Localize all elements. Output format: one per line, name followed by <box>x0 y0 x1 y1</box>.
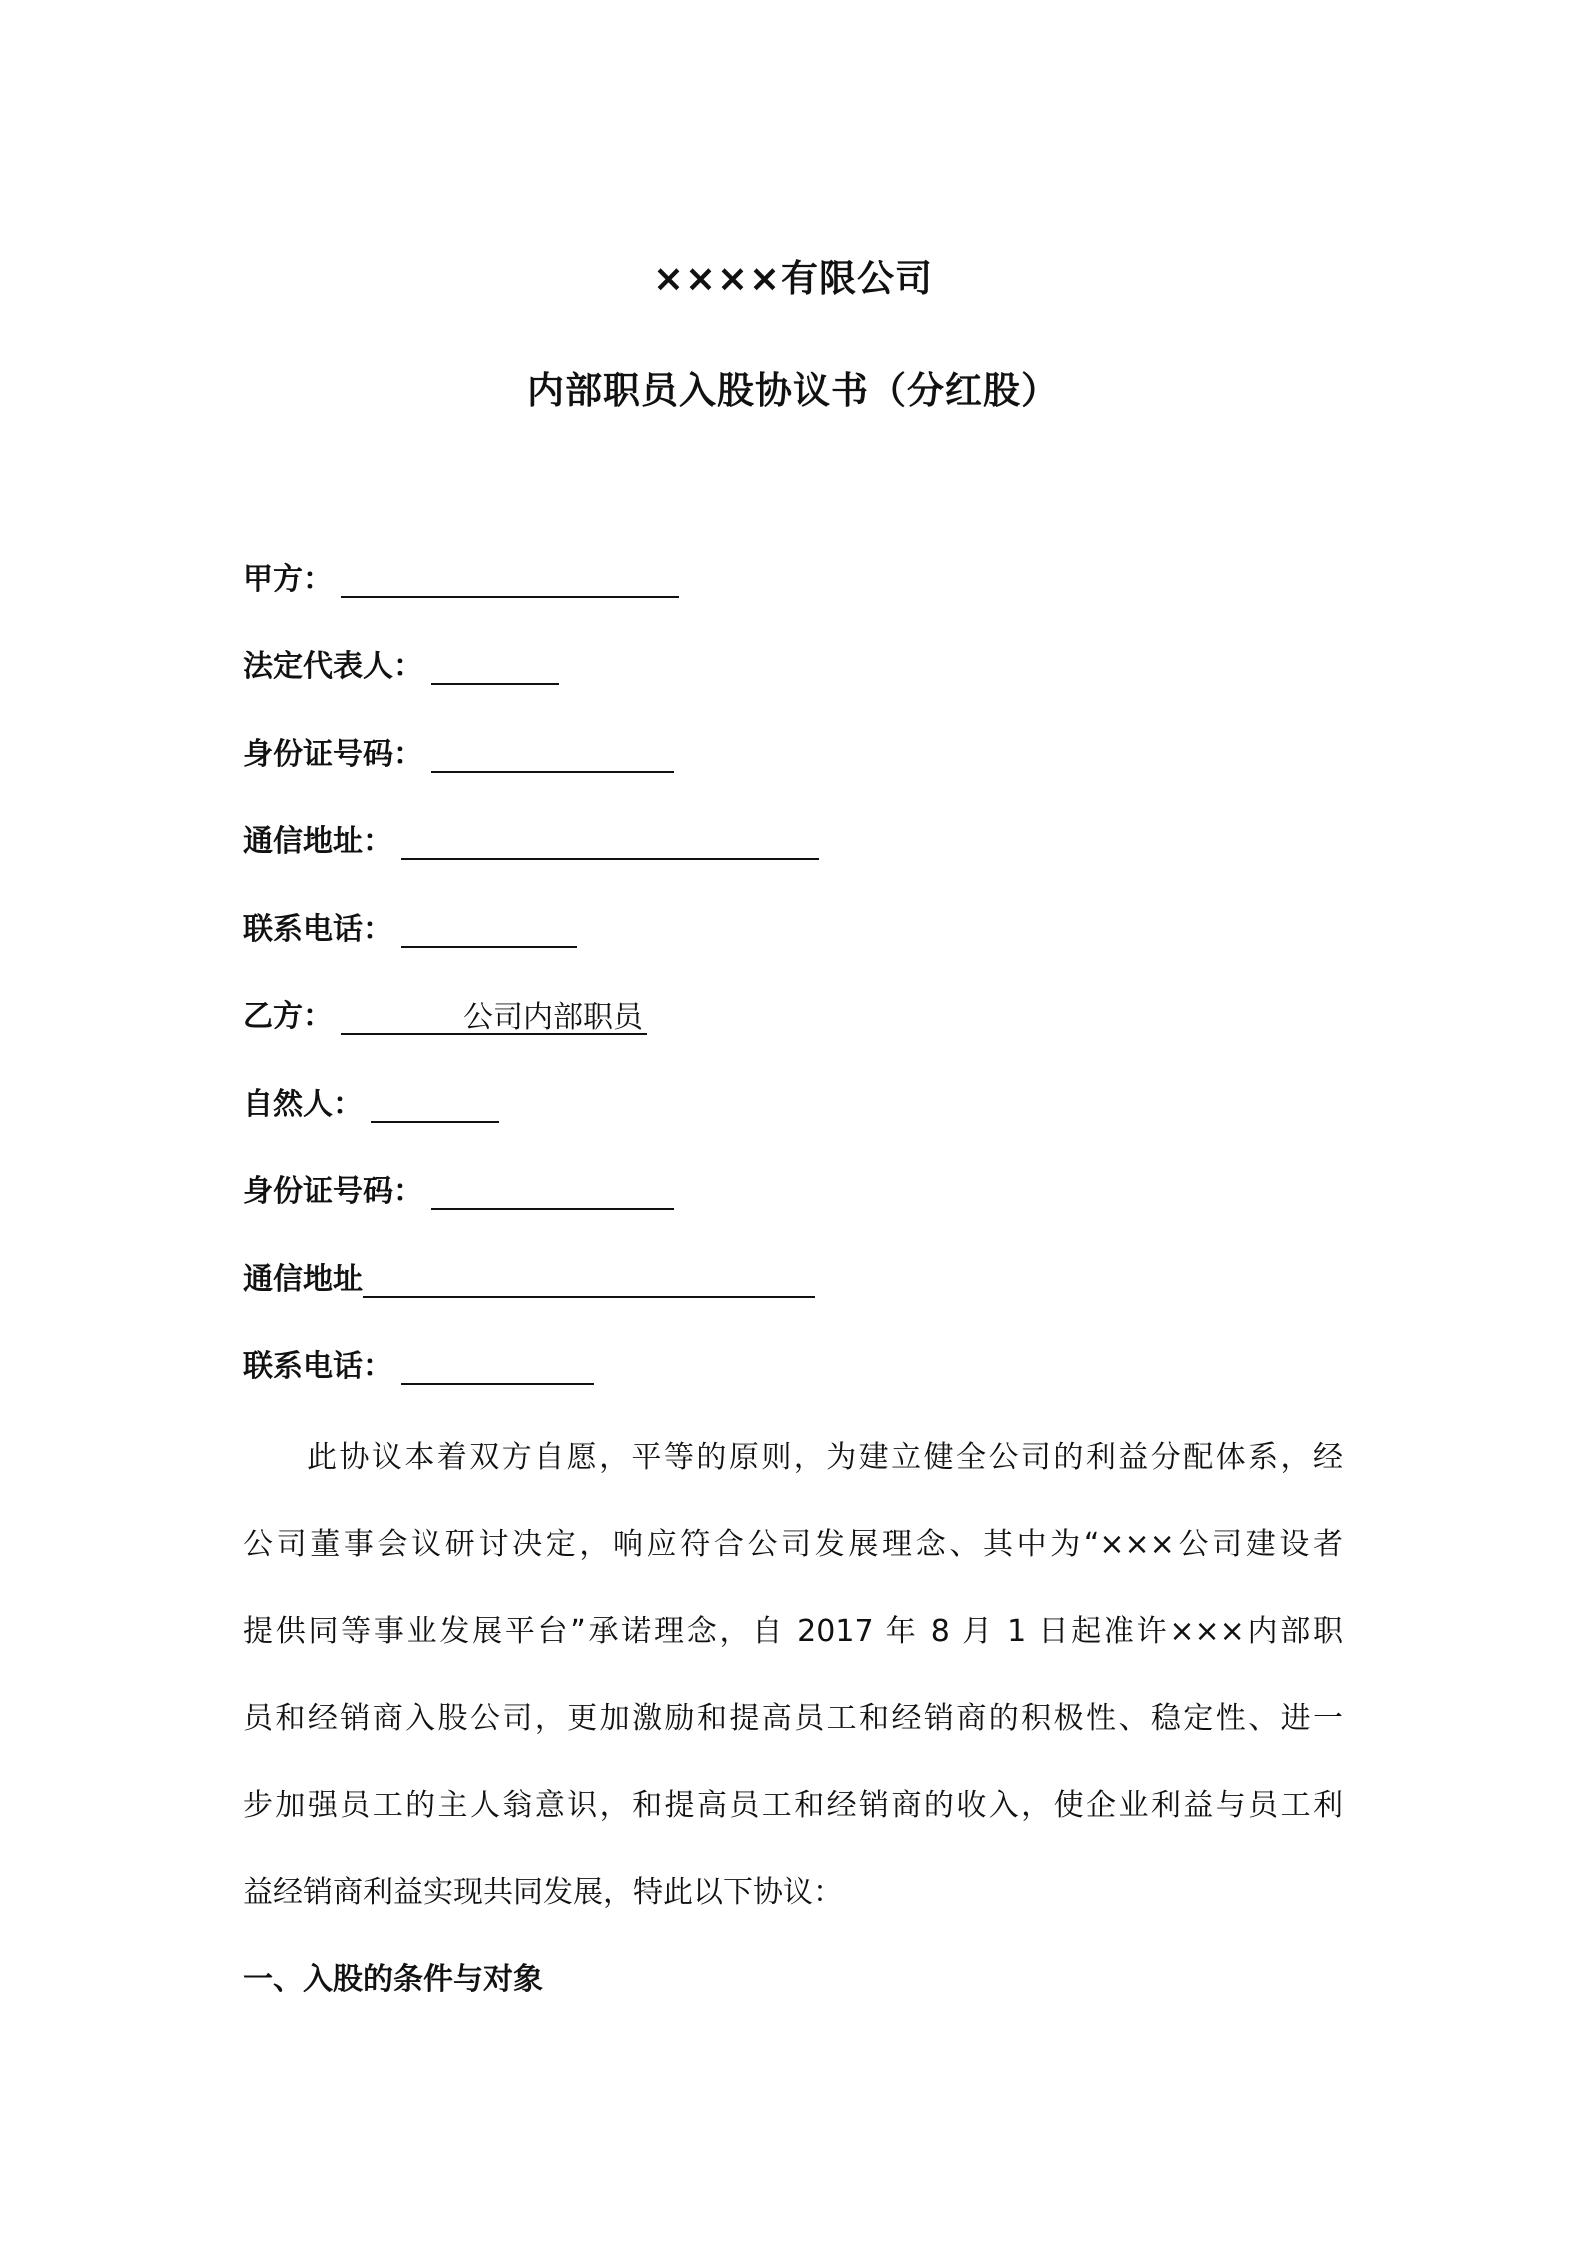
party-a-field <box>243 556 679 600</box>
intro-line: 此协议本着双方自愿，平等的原则，为建立健全公司的利益分配体系，经 <box>307 1440 1343 1475</box>
intro-line: 员和经销商入股公司，更加激励和提高员工和经销商的积极性、稳定性、进一 <box>243 1701 1343 1736</box>
intro-line: 提供同等事业发展平台”承诺理念，自 2017 年 8 月 1 日起准许×××内部职 <box>243 1614 1343 1649</box>
party-a-phone-field <box>243 906 577 950</box>
party-b-address-field <box>243 1256 815 1300</box>
natural-person-blank[interactable] <box>371 1089 499 1123</box>
party-a-id-field <box>243 731 674 775</box>
party-a-id-blank[interactable] <box>431 739 674 773</box>
party-a-phone-label: 联系电话： <box>243 912 393 947</box>
party-b-id-field <box>243 1168 674 1212</box>
legal-rep-blank[interactable] <box>431 651 559 685</box>
party-b-phone-label: 联系电话： <box>243 1349 393 1384</box>
party-b-id-blank[interactable] <box>431 1176 674 1210</box>
party-a-address-blank[interactable] <box>401 826 819 860</box>
company-title: ××××有限公司 <box>652 257 933 300</box>
party-b-id-label: 身份证号码： <box>243 1174 423 1209</box>
party-b-address-label: 通信地址 <box>243 1262 363 1297</box>
party-b-value[interactable]: 公司内部职员 <box>341 1001 647 1035</box>
legal-rep-field <box>243 643 559 687</box>
intro-line: 步加强员工的主人翁意识，和提高员工和经销商的收入，使企业利益与员工利 <box>243 1788 1343 1823</box>
natural-person-label: 自然人： <box>243 1087 363 1122</box>
party-a-id-label: 身份证号码： <box>243 737 423 772</box>
party-a-address-field <box>243 818 819 862</box>
party-a-label: 甲方： <box>243 562 333 597</box>
party-a-phone-blank[interactable] <box>401 914 577 948</box>
party-b-phone-blank[interactable] <box>401 1351 594 1385</box>
natural-person-field <box>243 1081 499 1125</box>
intro-paragraph <box>243 1414 1343 1936</box>
party-a-address-label: 通信地址： <box>243 824 393 859</box>
party-b-field <box>243 993 647 1037</box>
intro-line: 公司董事会议研讨决定，响应符合公司发展理念、其中为“×××公司建设者 <box>243 1527 1343 1562</box>
agreement-title: 内部职员入股协议书（分红股） <box>527 369 1059 412</box>
party-a-blank[interactable] <box>341 564 679 598</box>
section-heading: 一、入股的条件与对象 <box>243 1962 543 1997</box>
party-b-phone-field <box>243 1343 594 1387</box>
legal-rep-label: 法定代表人： <box>243 649 423 684</box>
party-b-label: 乙方： <box>243 999 333 1034</box>
party-b-address-blank[interactable] <box>363 1264 815 1298</box>
intro-line: 益经销商利益实现共同发展，特此以下协议： <box>243 1875 843 1910</box>
